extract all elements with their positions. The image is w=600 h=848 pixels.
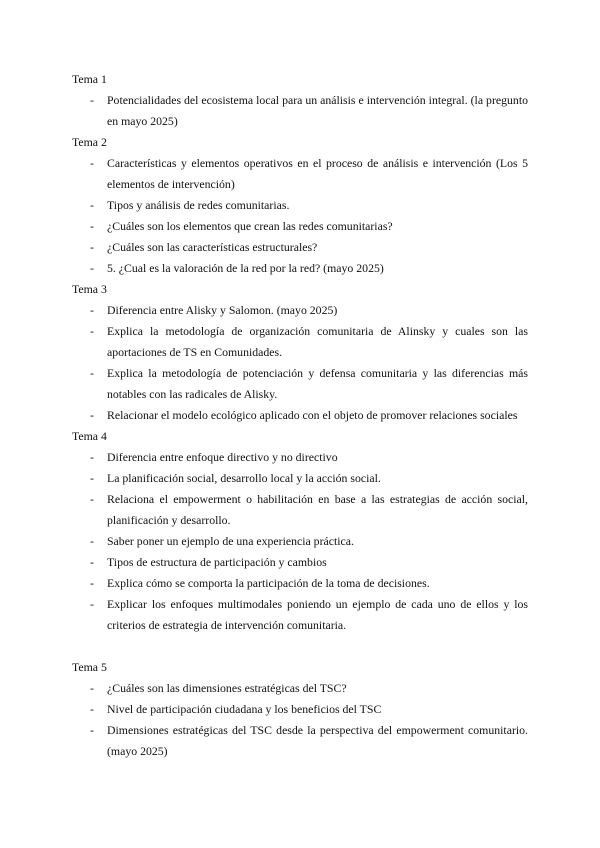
list-item [72, 573, 528, 594]
item-text: ¿Cuáles son las dimensiones estratégicas del TSC? [107, 681, 347, 695]
bullet-dash: - [90, 471, 94, 485]
section-heading: Tema 4 [72, 429, 107, 443]
item-text: Diferencia entre Alisky y Salomon. (mayo 2025) [107, 303, 338, 317]
section-heading: Tema 3 [72, 282, 107, 296]
document-page [72, 69, 528, 762]
bullet-dash: - [90, 198, 94, 212]
list-item [72, 468, 528, 489]
list-item [72, 531, 528, 552]
item-text: 5. ¿Cual es la valoración de la red por la red? (mayo 2025) [107, 261, 384, 275]
item-list [72, 300, 528, 426]
list-item [72, 195, 528, 216]
section-tema-2 [72, 132, 528, 279]
list-item [72, 321, 528, 363]
item-text: Tipos de estructura de participación y cambios [107, 555, 327, 569]
item-text: Nivel de participación ciudadana y los beneficios del TSC [107, 702, 382, 716]
bullet-dash: - [90, 576, 94, 590]
list-item [72, 720, 528, 762]
bullet-dash: - [90, 450, 94, 464]
item-text: Explica cómo se comporta la participación de la toma de decisiones. [107, 576, 430, 590]
bullet-dash: - [90, 324, 94, 338]
bullet-dash: - [90, 93, 94, 107]
section-heading: Tema 1 [72, 72, 107, 86]
item-text: Saber poner un ejemplo de una experiencia práctica. [107, 534, 354, 548]
item-text: Tipos y análisis de redes comunitarias. [107, 198, 290, 212]
bullet-dash: - [90, 240, 94, 254]
list-item [72, 489, 528, 531]
item-text: Relaciona el empowerment o habilitación en base a las estrategias de acción social, planificación y desarrollo. [107, 492, 528, 527]
item-text: Explica la metodología de organización comunitaria de Alinsky y cuales son las aportaciones de TS en Comunidades. [107, 324, 528, 359]
item-list [72, 447, 528, 636]
item-text: La planificación social, desarrollo local y la acción social. [107, 471, 381, 485]
section-tema-4 [72, 426, 528, 636]
section-heading: Tema 2 [72, 135, 107, 149]
section-tema-3 [72, 279, 528, 426]
bullet-dash: - [90, 597, 94, 611]
item-text: Potencialidades del ecosistema local para un análisis e intervención integral. (la pregunto en mayo 2025) [107, 93, 528, 128]
item-text: ¿Cuáles son los elementos que crean las redes comunitarias? [107, 219, 393, 233]
item-text: Relacionar el modelo ecológico aplicado con el objeto de promover relaciones sociales [107, 408, 518, 422]
item-list [72, 153, 528, 279]
bullet-dash: - [90, 219, 94, 233]
item-list [72, 678, 528, 762]
list-item [72, 594, 528, 636]
item-text: Dimensiones estratégicas del TSC desde la perspectiva del empowerment comunitario. (mayo 2025) [107, 723, 528, 758]
bullet-dash: - [90, 408, 94, 422]
list-item [72, 447, 528, 468]
bullet-dash: - [90, 723, 94, 737]
item-text: Explicar los enfoques multimodales poniendo un ejemplo de cada uno de ellos y los criterios de estrategia de intervención comunitaria. [107, 597, 528, 632]
bullet-dash: - [90, 366, 94, 380]
bullet-dash: - [90, 261, 94, 275]
list-item [72, 552, 528, 573]
bullet-dash: - [90, 492, 94, 506]
list-item [72, 153, 528, 195]
list-item [72, 678, 528, 699]
list-item [72, 237, 528, 258]
bullet-dash: - [90, 156, 94, 170]
bullet-dash: - [90, 534, 94, 548]
list-item [72, 300, 528, 321]
item-text: Características y elementos operativos en el proceso de análisis e intervención (Los 5 elementos de intervención) [107, 156, 528, 191]
item-text: ¿Cuáles son las características estructurales? [107, 240, 318, 254]
item-list [72, 90, 528, 132]
section-tema-5 [72, 657, 528, 762]
list-item [72, 90, 528, 132]
bullet-dash: - [90, 681, 94, 695]
list-item [72, 216, 528, 237]
section-tema-1 [72, 69, 528, 132]
list-item [72, 405, 528, 426]
item-text: Diferencia entre enfoque directivo y no directivo [107, 450, 338, 464]
bullet-dash: - [90, 702, 94, 716]
list-item [72, 363, 528, 405]
item-text: Explica la metodología de potenciación y defensa comunitaria y las diferencias más notables con las radicales de Alisky. [107, 366, 528, 401]
section-heading: Tema 5 [72, 660, 107, 674]
bullet-dash: - [90, 555, 94, 569]
bullet-dash: - [90, 303, 94, 317]
list-item [72, 699, 528, 720]
list-item [72, 258, 528, 279]
